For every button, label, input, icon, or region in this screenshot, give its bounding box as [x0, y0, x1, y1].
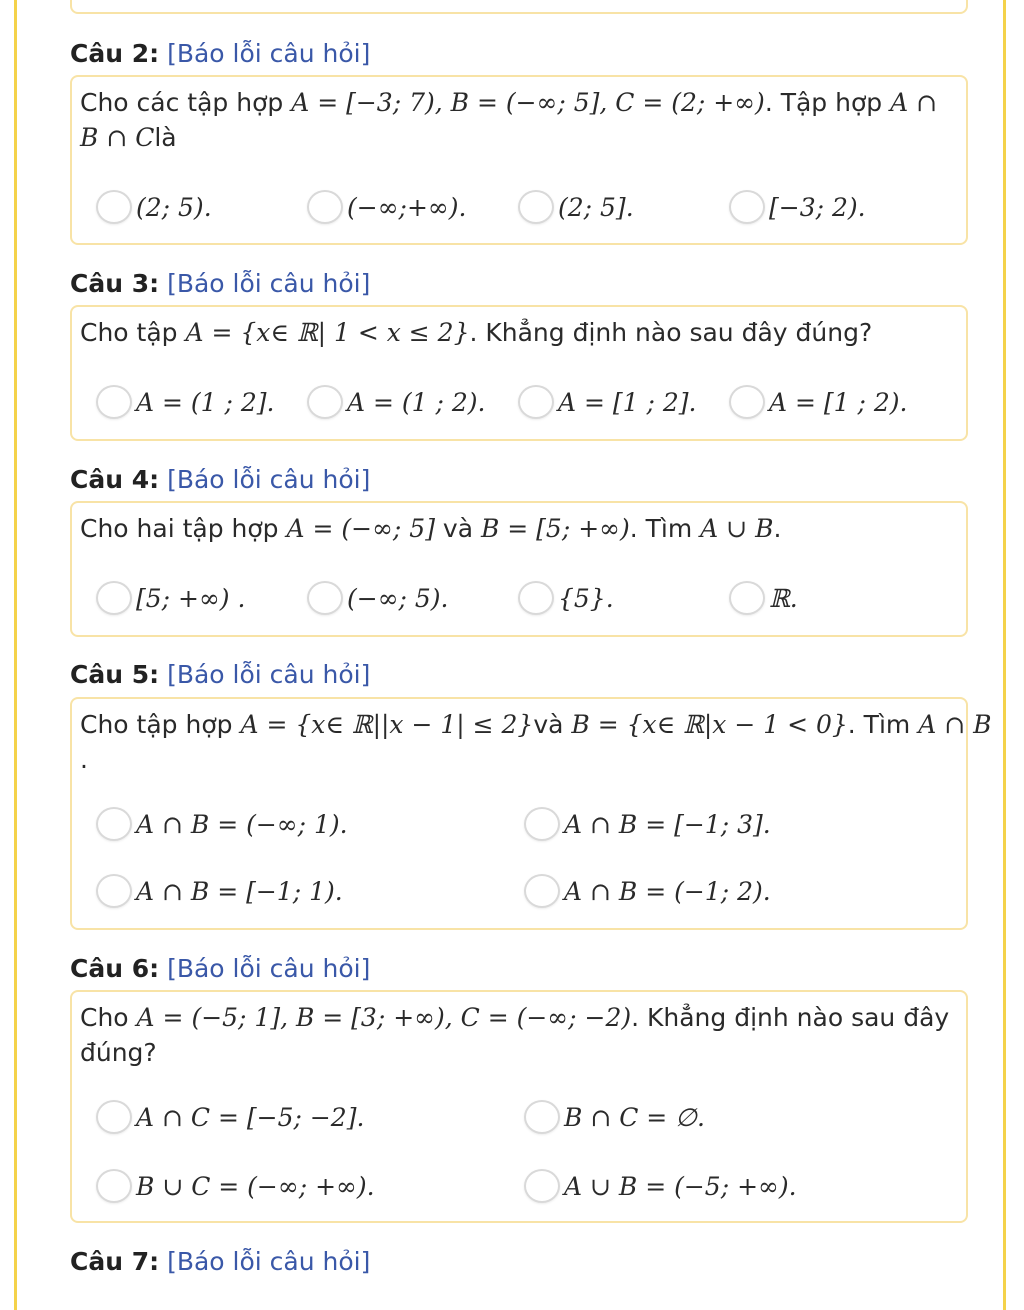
answer-option[interactable]	[307, 382, 485, 422]
question-heading-5	[70, 659, 370, 691]
text-segment: và	[434, 514, 481, 543]
option-label: (2; 5].	[558, 192, 634, 222]
radio-button[interactable]	[96, 807, 132, 841]
option-label: A ∩ B = [−1; 1).	[136, 876, 343, 906]
report-question-link[interactable]: [Báo lỗi câu hỏi]	[167, 465, 371, 494]
answer-option[interactable]	[96, 578, 245, 618]
answer-option[interactable]	[96, 1166, 375, 1206]
option-label: A = [1 ; 2).	[769, 387, 908, 417]
math-segment: B = {x∈ ℝ|x − 1 < 0}	[571, 710, 848, 739]
answer-option[interactable]	[307, 578, 449, 618]
option-label: B ∪ C = (−∞; +∞).	[136, 1171, 375, 1201]
math-segment: A ∩	[890, 88, 938, 117]
text-segment: Cho tập hợp	[80, 710, 241, 739]
math-segment: A = {x∈ ℝ| 1 < x ≤ 2}	[185, 318, 470, 347]
text-segment: là	[154, 123, 177, 152]
radio-button[interactable]	[96, 1169, 132, 1203]
answer-option[interactable]	[96, 1097, 364, 1137]
radio-button[interactable]	[729, 385, 765, 419]
math-segment: B ∩ C	[80, 123, 155, 152]
option-label: A ∩ B = (−1; 2).	[564, 876, 771, 906]
option-label: ℝ.	[769, 583, 798, 613]
radio-button[interactable]	[729, 581, 765, 615]
report-question-link[interactable]: [Báo lỗi câu hỏi]	[167, 269, 371, 298]
option-label: (−∞;+∞).	[347, 192, 467, 222]
radio-button[interactable]	[729, 190, 765, 224]
radio-button[interactable]	[518, 385, 554, 419]
question-text	[80, 85, 937, 120]
report-question-link[interactable]: [Báo lỗi câu hỏi]	[167, 39, 371, 68]
question-text-line-2	[80, 742, 88, 777]
text-segment: . Tìm	[629, 514, 701, 543]
option-label: [5; +∞) .	[136, 583, 246, 613]
option-label: (−∞; 5).	[347, 583, 449, 613]
text-segment: . Khẳng định nào sau đây đúng?	[469, 318, 873, 347]
option-label: A ∪ B = (−5; +∞).	[564, 1171, 797, 1201]
text-segment: . Tập hợp	[764, 88, 891, 117]
answer-option[interactable]	[524, 1166, 797, 1206]
answer-option[interactable]	[524, 1097, 705, 1137]
question-box-4	[70, 501, 968, 637]
question-text-line-2	[80, 1035, 157, 1070]
answer-option[interactable]	[729, 382, 907, 422]
report-question-link[interactable]: [Báo lỗi câu hỏi]	[167, 660, 371, 689]
question-label: Câu 3:	[70, 269, 160, 298]
answer-option[interactable]	[729, 578, 798, 618]
text-segment: Cho	[80, 1003, 137, 1032]
question-box-3	[70, 305, 968, 441]
radio-button[interactable]	[96, 581, 132, 615]
option-label: (2; 5).	[136, 192, 212, 222]
radio-button[interactable]	[96, 190, 132, 224]
text-segment: .	[80, 745, 88, 774]
answer-option[interactable]	[518, 187, 634, 227]
option-label: A = [1 ; 2].	[558, 387, 697, 417]
report-question-link[interactable]: [Báo lỗi câu hỏi]	[167, 954, 371, 983]
option-label: A ∩ C = [−5; −2].	[136, 1102, 365, 1132]
text-segment: Cho hai tập hợp	[80, 514, 287, 543]
question-box-5	[70, 697, 992, 930]
answer-option[interactable]	[96, 187, 212, 227]
answer-option[interactable]	[96, 804, 348, 844]
math-segment: A ∪ B	[700, 514, 774, 543]
option-label: A ∩ B = (−∞; 1).	[136, 809, 348, 839]
question-heading-4	[70, 464, 370, 496]
option-label: [−3; 2).	[769, 192, 866, 222]
question-label: Câu 4:	[70, 465, 160, 494]
math-segment: A ∩ B	[918, 710, 992, 739]
question-heading-7	[70, 1246, 370, 1278]
math-segment: A = [−3; 7), B = (−∞; 5], C = (2; +∞)	[291, 88, 765, 117]
answer-option[interactable]	[518, 382, 696, 422]
radio-button[interactable]	[524, 807, 560, 841]
question-heading-2	[70, 38, 370, 70]
answer-option[interactable]	[96, 382, 274, 422]
answer-option[interactable]	[729, 187, 866, 227]
question-box-6	[70, 990, 968, 1223]
question-label: Câu 7:	[70, 1247, 160, 1276]
math-segment: A = {x∈ ℝ||x − 1| ≤ 2}	[240, 710, 534, 739]
radio-button[interactable]	[524, 874, 560, 908]
answer-option[interactable]	[524, 804, 771, 844]
math-segment: A = (−∞; 5]	[286, 514, 435, 543]
question-text	[80, 511, 781, 546]
question-label: Câu 5:	[70, 660, 160, 689]
radio-button[interactable]	[96, 1100, 132, 1134]
question-heading-3	[70, 268, 370, 300]
text-segment: Cho tập	[80, 318, 186, 347]
question-text-line-2	[80, 120, 177, 155]
radio-button[interactable]	[307, 385, 343, 419]
text-segment: đúng?	[80, 1038, 157, 1067]
math-segment: B = [5; +∞)	[480, 514, 630, 543]
question-text	[80, 1000, 949, 1035]
option-label: B ∩ C = ∅.	[564, 1102, 705, 1132]
radio-button[interactable]	[518, 581, 554, 615]
radio-button[interactable]	[96, 874, 132, 908]
question-text	[80, 707, 991, 742]
text-segment: Cho các tập hợp	[80, 88, 292, 117]
option-label: {5}.	[558, 583, 614, 613]
previous-question-box	[70, 0, 968, 14]
text-segment: . Khẳng định nào sau đây	[631, 1003, 950, 1032]
question-box-2	[70, 75, 968, 245]
radio-button[interactable]	[524, 1100, 560, 1134]
radio-button[interactable]	[524, 1169, 560, 1203]
answer-option[interactable]	[518, 578, 614, 618]
option-label: A = (1 ; 2].	[136, 387, 275, 417]
radio-button[interactable]	[307, 581, 343, 615]
question-heading-6	[70, 953, 370, 985]
question-label: Câu 2:	[70, 39, 160, 68]
radio-button[interactable]	[518, 190, 554, 224]
text-segment: và	[533, 710, 572, 739]
text-segment: . Tìm	[847, 710, 919, 739]
answer-option[interactable]	[524, 871, 771, 911]
option-label: A = (1 ; 2).	[347, 387, 486, 417]
answer-option[interactable]	[307, 187, 466, 227]
question-label: Câu 6:	[70, 954, 160, 983]
answer-option[interactable]	[96, 871, 343, 911]
math-segment: A = (−5; 1], B = [3; +∞), C = (−∞; −2)	[136, 1003, 632, 1032]
text-segment: .	[773, 514, 782, 543]
report-question-link[interactable]: [Báo lỗi câu hỏi]	[167, 1247, 371, 1276]
question-text	[80, 315, 872, 350]
radio-button[interactable]	[307, 190, 343, 224]
radio-button[interactable]	[96, 385, 132, 419]
option-label: A ∩ B = [−1; 3].	[564, 809, 771, 839]
